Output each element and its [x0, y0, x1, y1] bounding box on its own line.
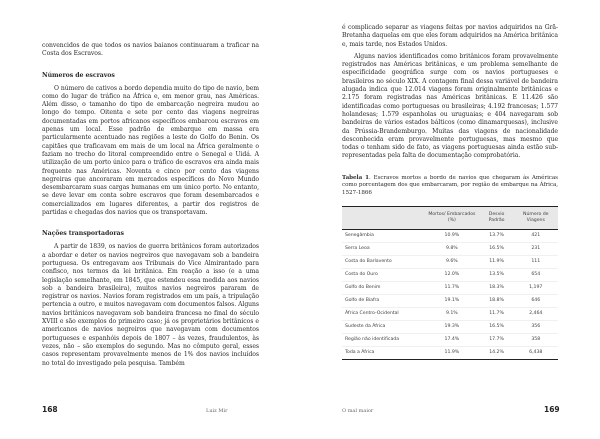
- header-mortos-embarcados: Mortos/ Embarcados (%): [424, 206, 480, 229]
- table-header-row: [342, 206, 558, 229]
- table-row: [342, 346, 558, 359]
- pct-cell: 10.9%: [424, 229, 480, 242]
- region-cell: Costa do Ouro: [342, 268, 424, 281]
- table-row: [342, 229, 558, 242]
- pct-cell: 9.8%: [424, 242, 480, 255]
- right-page: [300, 0, 600, 439]
- mortality-table: [342, 206, 558, 360]
- sd-cell: 16.5%: [480, 320, 514, 333]
- sd-cell: 17.7%: [480, 333, 514, 346]
- section-heading-numeros-de-escravos: Números de escravos: [42, 71, 115, 79]
- table-row: [342, 294, 558, 307]
- paragraph-continued-right: é complicado separar as viagens feitas por navios adquiridos na Grã-Bretanha daquelas em que eles foram adquiridos na América britânica e, mais tarde, nos Estados Unidos.: [342, 24, 558, 48]
- sd-cell: 13.5%: [480, 268, 514, 281]
- sd-cell: 13.7%: [480, 229, 514, 242]
- voyages-cell: 421: [514, 229, 558, 242]
- sd-cell: 18.8%: [480, 294, 514, 307]
- page-number-right: 169: [544, 405, 560, 414]
- table-body: [342, 229, 558, 359]
- right-text-column: [342, 24, 558, 360]
- paragraph-numeros-de-escravos: O número de cativos a bordo dependia muito do tipo de navio, bem como do lugar de tráfico na África e, em menor grau, nas Américas. Além disso, o tamanho do tipo de embarcação negreira mudou ao longo do tempo. Oitenta e sete por cento das viagens negreiras documentadas em portos africanos específicos embarcou escravos em apenas um local. Esse padrão de embarque em massa era particularmente acentuado nas regiões a leste do Golfo do Benin. Os capitães que traficavam em mais de um local na África geralmente o faziam no trecho do litoral compreendido entre o Senegal e Uidá. A utilização de um porto único para o tráfico de escravos era ainda mais frequente nas Américas. Noventa e cinco por cento das viagens negreiras que ancoraram em mercados específicos do Novo Mundo desembarcaram suas cargas humanas em um único porto. No entanto, se deve levar em conta sobre escravos que foram desembarcados e comercializados em lugares diferentes, a partir dos registros de partidas e chegadas dos navios que os transportavam.: [42, 84, 259, 217]
- table-caption-label: Tabela 1: [342, 174, 369, 181]
- table-row: [342, 281, 558, 294]
- region-cell: Região não identificada: [342, 333, 424, 346]
- region-cell: Costa do Barlavento: [342, 255, 424, 268]
- voyages-cell: 646: [514, 294, 558, 307]
- page-number-left: 168: [42, 405, 58, 414]
- pct-cell: 19.1%: [424, 294, 480, 307]
- region-cell: Serra Leoa: [342, 242, 424, 255]
- table-row: [342, 307, 558, 320]
- voyages-cell: 356: [514, 320, 558, 333]
- voyages-cell: 654: [514, 268, 558, 281]
- table-row: [342, 333, 558, 346]
- voyages-cell: 111: [514, 255, 558, 268]
- voyages-cell: 358: [514, 333, 558, 346]
- pct-cell: 12.0%: [424, 268, 480, 281]
- table-caption-text: . Escravos mortos a bordo de navios que chegaram às Américas como porcentagem dos que embarcaram, por região de embarque na África, 1527-1866: [342, 174, 558, 196]
- voyages-cell: 2,464: [514, 307, 558, 320]
- voyages-cell: 231: [514, 242, 558, 255]
- sd-cell: 18.3%: [480, 281, 514, 294]
- sd-cell: 11.7%: [480, 307, 514, 320]
- paragraph-continued: convencidos de que todos os navios baianos continuaram a traficar na Costa dos Escravos.: [42, 42, 259, 58]
- table-caption: [342, 175, 558, 198]
- pct-cell: 9.6%: [424, 255, 480, 268]
- voyages-cell: 6,438: [514, 346, 558, 359]
- paragraph-nacoes-transportadoras: A partir de 1839, os navios de guerra britânicos foram autorizados a abordar e deter os navios negreiros que navegavam sob a bandeira portuguesa. Os entregavam aos Tribunais do Vice Almirantado para confisco, nos termos da lei britânica. Em reação a isso (e a uma legislação semelhante, em 1845, que estendeu essa medida aos navios sob a bandeira brasileira), muitos navios negreiros pararam de registrar os navios. Navios foram registrados em um país, a tripulação pertencia a outro, e muitos navegavam com documentos falsos. Alguns navios britânicos navegavam sob bandeira francesa no final do século XVIII e são exemplos do primeiro caso; já os proprietários britânicos e americanos de navios negreiros que navegavam com documentos portugueses e espanhóis depois de 1807 – às vezes, fraudulentos, às vezes, não – são exemplos do segundo. Mas no cômputo geral, esses casos representam provavelmente menos de 1% dos navios incluídos no total do investigado pela pesquisa. Também: [42, 243, 259, 367]
- header-region: [342, 206, 424, 229]
- pct-cell: 17.4%: [424, 333, 480, 346]
- region-cell: Senegâmbia: [342, 229, 424, 242]
- region-cell: Sudeste da África: [342, 320, 424, 333]
- running-footer-title: O mal maior: [342, 408, 374, 414]
- table-row: [342, 242, 558, 255]
- left-text-column: [42, 42, 259, 368]
- paragraph-bandeiras: Alguns navios identificados como britânicos foram provavelmente registrados nas Américas britânicas, e um problema semelhante de especificidade geográfica surge com os navios portugueses e brasileiros no século XIX. A contagem final dessa variável de bandeira alugada indica que 12.014 viagens foram originalmente britânicas e 2.175 foram registradas nas Américas britânicas. E 11.426 são identificadas como portuguesas ou brasileiras; 4.192 francesas; 1.577 holandesas; 1.579 espanholas ou uruguaias; e 404 navegaram sob bandeiras de vários estados bálticos (como dinamarquesas), inclusive da Prússia-Brandemburgo. Muitas das viagens de nacionalidade desconhecida eram provavelmente portuguesas, mas mesmo que todas o tenham sido de fato, as viagens portuguesas ainda estão sub-representadas pela falta de documentação comprobatória.: [342, 52, 558, 160]
- pct-cell: 11.7%: [424, 281, 480, 294]
- pct-cell: 11.9%: [424, 346, 480, 359]
- sd-cell: 16.5%: [480, 242, 514, 255]
- region-cell: Golfo de Biafra: [342, 294, 424, 307]
- region-cell: África Centro-Ocidental: [342, 307, 424, 320]
- pct-cell: 19.3%: [424, 320, 480, 333]
- section-heading-nacoes-transportadoras: Nações transportadoras: [42, 230, 124, 238]
- region-cell: Toda a África: [342, 346, 424, 359]
- voyages-cell: 1,197: [514, 281, 558, 294]
- pct-cell: 9.1%: [424, 307, 480, 320]
- header-desvio-padrao: Desvio Padrão: [480, 206, 514, 229]
- table-row: [342, 268, 558, 281]
- header-numero-viagens: Número de Viagens: [514, 206, 558, 229]
- table-row: [342, 255, 558, 268]
- sd-cell: 11.9%: [480, 255, 514, 268]
- sd-cell: 14.2%: [480, 346, 514, 359]
- table-row: [342, 320, 558, 333]
- running-footer-author: Luiz Mir: [206, 408, 228, 414]
- region-cell: Golfo do Benim: [342, 281, 424, 294]
